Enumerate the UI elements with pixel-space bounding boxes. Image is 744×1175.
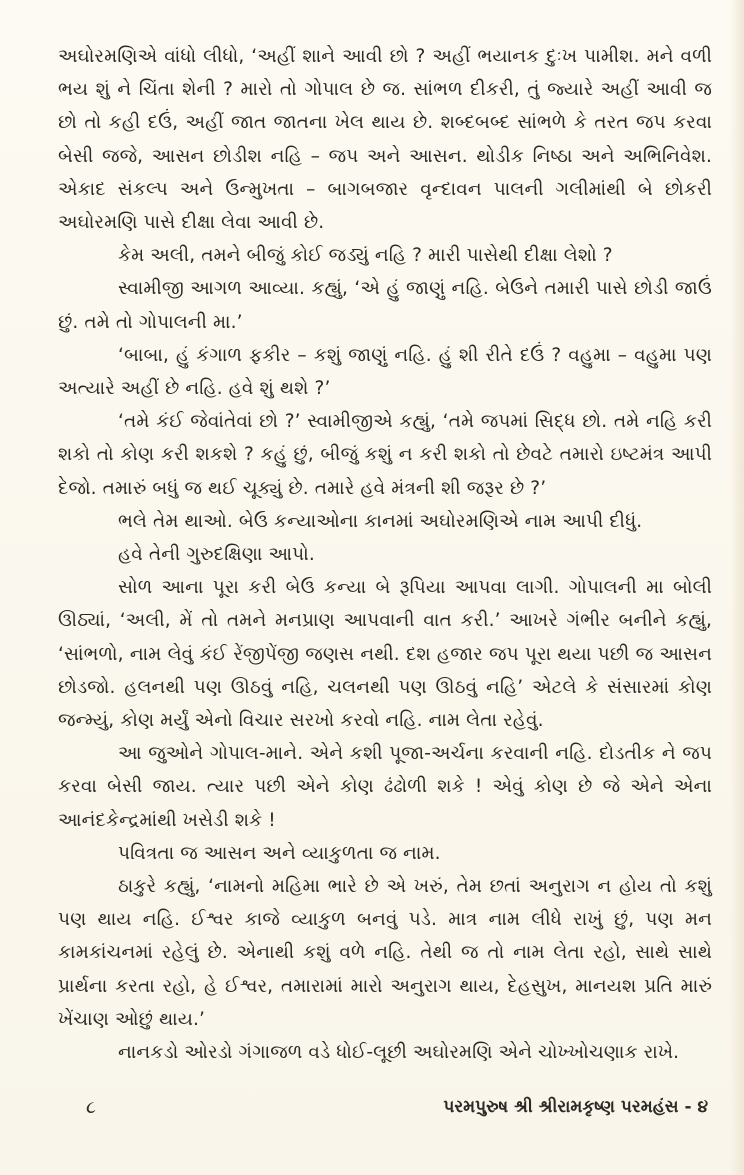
paragraph-7: હવે તેની ગુરુદક્ષિણા આપો. [118, 544, 315, 566]
paragraph-12: નાનકડો ઓરડો ગંગાજળ વડે ધોઈ-લૂછી અઘોરમણિ એને ચોખ્ખોચણાક રાખે. [118, 1042, 680, 1064]
running-title: પરમપુરુષ શ્રી શ્રીરામકૃષ્ણ પરમહંસ - ૪ [443, 1097, 708, 1117]
page-footer [86, 1092, 708, 1122]
paragraph-6: ભલે તેમ થાઓ. બેઉ કન્યાઓના કાનમાં અઘોરમણિએ નામ આપી દીધું. [118, 510, 643, 532]
paragraph-9: આ જુઓને ગોપાલ-માને. એને કશી પૂજા-અર્ચના કરવાની નહિ. દોડતીક ને જપ કરવા બેસી જાય. ત્યાર પછી એને કોણ ઢંઢોળી શકે ! એવું કોણ છે જે એને એના આનંદકેન્દ્રમાંથી ખસેડી શકે ! [58, 743, 712, 831]
paragraph-11: ઠાકુરે કહ્યું, ‘નામનો મહિમા ભારે છે એ ખરું, તેમ છતાં અનુરાગ ન હોય તો કશું પણ થાય નહિ. ઈશ્વર કાજે વ્યાકુળ બનવું પડે. માત્ર નામ લીધે રાખું છું, પણ મન કામકાંચનમાં રહેલું છે. એનાથી કશું વળે નહિ. તેથી જ તો નામ લેતા રહો, સાથે સાથે પ્રાર્થના કરતા રહો, હે ઈશ્વર, તમારામાં મારો અનુરાગ થાય, દેહસુખ, માનયશ પ્રતિ મારું ખેંચાણ ઓછું થાય.’ [58, 876, 712, 1030]
paragraph-4: ‘બાબા, હું કંગાળ ફકીર – કશું જાણું નહિ. હું શી રીતે દઉં ? વહુમા – વહુમા પણ અત્યારે અહીં છે નહિ. હવે શું થશે ?’ [58, 344, 712, 400]
paragraph-2: કેમ અલી, તમને બીજું કોઈ જડ્યું નહિ ? મારી પાસેથી દીક્ષા લેશો ? [118, 245, 613, 267]
page-number: ૮ [86, 1096, 96, 1118]
paragraph-10: પવિત્રતા જ આસન અને વ્યાકુળતા જ નામ. [118, 842, 441, 864]
paragraph-5: ‘તમે કંઈ જેવાંતેવાં છો ?’ સ્વામીજીએ કહ્યું, ‘તમે જપમાં સિદ્ધ છો. તમે નહિ કરી શકો તો કોણ કરી શકશે ? કહું છું, બીજું કશું ન કરી શકો તો છેવટે તમારો ઇષ્ટમંત્ર આપી દેજો. તમારું બધું જ થઈ ચૂક્યું છે. તમારે હવે મંત્રની શી જરૂર છે ?’ [58, 411, 712, 499]
body-text [58, 40, 712, 1069]
page-edge-shadow [730, 0, 744, 1175]
paragraph-8: સોળ આના પૂરા કરી બેઉ કન્યા બે રૂપિયા આપવા લાગી. ગોપાલની મા બોલી ઊઠ્યાં, ‘અલી, મેં તો તમને મનપ્રાણ આપવાની વાત કરી.’ આખરે ગંભીર બનીને કહ્યું, ‘સાંભળો, નામ લેવું કંઈ રેંજીપેંજી જણસ નથી. દશ હજાર જપ પૂરા થયા પછી જ આસન છોડજો. હલનથી પણ ઊઠવું નહિ, ચલનથી પણ ઊઠવું નહિ’ એટલે કે સંસારમાં કોણ જન્મ્યું, કોણ મર્યું એનો વિચાર સરખો કરવો નહિ. નામ લેતા રહેવું. [58, 577, 712, 732]
paragraph-1: અઘોરમણિએ વાંધો લીધો, ‘અહીં શાને આવી છો ? અહીં ભયાનક દુઃખ પામીશ. મને વળી ભય શું ને ચિંતા શેની ? મારો તો ગોપાલ છે જ. સાંભળ દીકરી, તું જ્યારે અહીં આવી જ છો તો કહી દઉં, અહીં જાત જાતના ખેલ થાય છે. શબ્દબબ્દ સાંભળે કે તરત જપ કરવા બેસી જજે, આસન છોડીશ નહિ – જપ અને આસન. થોડીક નિષ્ઠા અને અભિનિવેશ. એકાદ સંકલ્પ અને ઉન્મુખતા – બાગબજાર વૃન્દાવન પાલની ગલીમાંથી બે છોકરી અઘોરમણિ પાસે દીક્ષા લેવા આવી છે. [58, 46, 712, 234]
paragraph-3: સ્વામીજી આગળ આવ્યા. કહ્યું, ‘એ હું જાણું નહિ. બેઉને તમારી પાસે છોડી જાઉં છું. તમે તો ગોપાલની મા.’ [58, 278, 712, 333]
